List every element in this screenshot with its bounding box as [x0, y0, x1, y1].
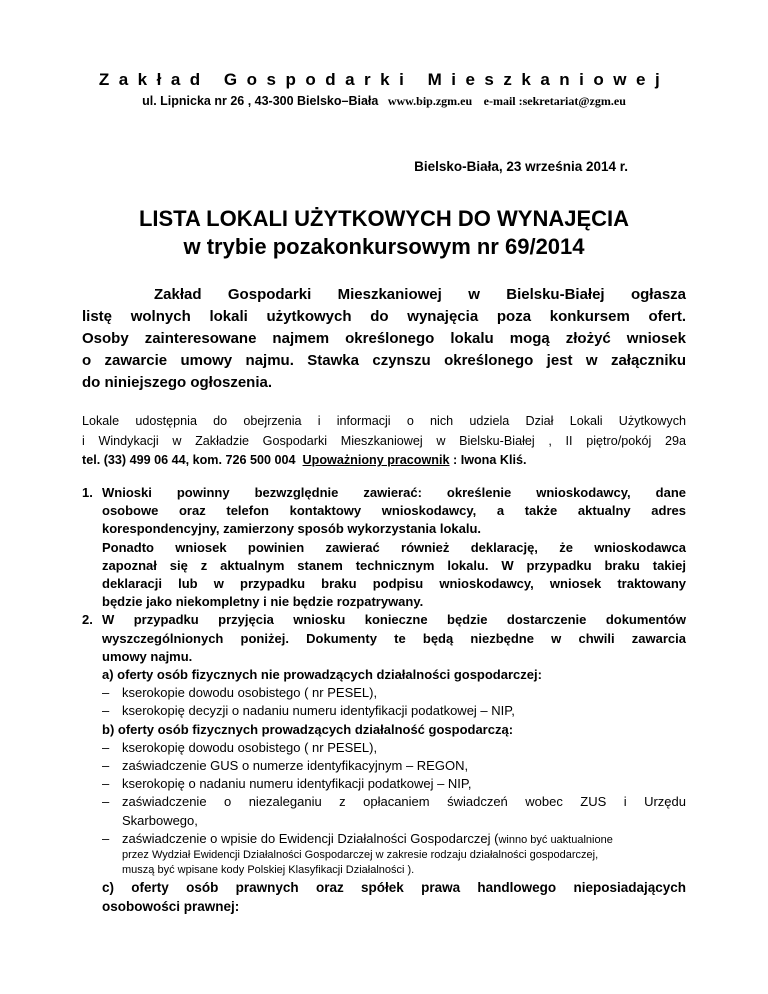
title-line-1: LISTA LOKALI UŻYTKOWYCH DO WYNAJĘCIA: [138, 206, 630, 231]
title-line-2: w trybie pozakonkursowym nr 69/2014: [183, 234, 585, 259]
requirement-text: Skarbowego,: [122, 812, 198, 828]
contact-phone: tel. (33) 499 06 44, kom. 726 500 004: [82, 453, 296, 467]
announcement-line: Osoby zainteresowane najmem określonego lokalu mogą złożyć wniosek: [82, 330, 686, 347]
website-link[interactable]: www.bip.zgm.eu: [387, 94, 473, 108]
list-line: będzie jako niekompletny i nie będzie rozpatrywany.: [102, 594, 424, 610]
announcement-line: o zawarcie umowy najmu. Stawka czynszu określonego jest w załączniku: [82, 352, 686, 369]
document-title: [0, 205, 768, 261]
list-item-number: 1.: [82, 485, 93, 500]
info-line: Lokale udostępnia do obejrzenia i informacji o nich udziela Dział Lokali Użytkowych: [82, 414, 686, 428]
authorized-employee-name: : Iwona Kliś.: [453, 453, 527, 467]
document-requirement: [102, 684, 686, 702]
document-requirement: [102, 793, 686, 829]
contact-line: [82, 451, 686, 471]
section-a-heading: a) oferty osób fizycznych nie prowadzących działalności gospodarczej:: [102, 667, 542, 683]
list-line: Ponadto wniosek powinien zawierać również deklarację, że wnioskodawca: [102, 539, 686, 555]
section-b-heading: b) oferty osób fizycznych prowadzących działalność gospodarczą:: [102, 721, 514, 737]
requirement-text: zaświadczenie o niezaleganiu z opłacaniem świadczeń wobec ZUS i Urzędu: [122, 794, 686, 810]
organization-address: ul. Lipnicka nr 26 , 43-300 Bielsko–Biała: [142, 94, 379, 108]
announcement-line: Zakład Gospodarki Mieszkaniowej w Bielsku-Białej ogłasza: [154, 286, 686, 303]
dash-bullet: –: [102, 758, 110, 774]
dash-bullet: –: [102, 776, 110, 792]
requirement-text: kserokopię dowodu osobistego ( nr PESEL),: [122, 739, 378, 755]
dash-bullet: –: [102, 685, 110, 701]
announcement-paragraph: [82, 284, 686, 394]
dash-bullet: –: [102, 794, 110, 810]
requirement-text: zaświadczenie o wpisie do Ewidencji Działalności Gospodarczej (: [122, 830, 499, 846]
list-item-1: [82, 484, 686, 611]
authorized-employee-label: Upoważniony pracownik: [302, 453, 450, 467]
list-line: korespondencyjny, zamierzony sposób wykorzystania lokalu.: [102, 521, 482, 537]
organization-contact: [0, 94, 768, 109]
requirement-text: kserokopię o nadaniu numeru identyfikacji podatkowej – NIP,: [122, 776, 472, 792]
email-link[interactable]: e-mail :sekretariat@zgm.eu: [483, 94, 626, 108]
document-date: Bielsko-Biała, 23 września 2014 r.: [414, 159, 628, 174]
list-item-number: 2.: [82, 612, 93, 628]
requirement-note: muszą być wpisane kody Polskiej Klasyfikacji Działalności ).: [122, 864, 415, 877]
document-requirement: [102, 775, 686, 793]
section-c-heading: c) oferty osób prawnych oraz spółek prawa handlowego nieposiadających: [102, 880, 686, 896]
list-line: W przypadku przyjęcia wniosku konieczne będzie dostarczenie dokumentów: [102, 612, 686, 628]
requirement-text: kserokopie dowodu osobistego ( nr PESEL),: [122, 685, 378, 701]
document-requirement: [102, 757, 686, 775]
document-requirement: [102, 830, 686, 878]
announcement-line: do niniejszego ogłoszenia.: [82, 374, 273, 391]
list-item-2: [82, 611, 686, 916]
announcement-line: listę wolnych lokali użytkowych do wynajęcia poza konkursem ofert.: [82, 308, 686, 325]
requirement-note: przez Wydział Ewidencji Działalności Gospodarczej w zakresie rodzaju działalności gospodarczej,: [122, 849, 599, 862]
requirements-list: [82, 484, 686, 916]
list-line: wyszczególnionych poniżej. Dokumenty te będą niezbędne w chwili zawarcia: [102, 630, 686, 646]
list-line: deklaracji lub w przypadku braku podpisu wnioskodawcy, wniosek traktowany: [102, 576, 686, 592]
document-requirement: [102, 739, 686, 757]
list-line: osobowe oraz telefon kontaktowy wnioskodawcy, a także aktualny adres: [102, 503, 686, 519]
section-c-heading-cont: osobowości prawnej:: [102, 899, 240, 915]
requirement-note: winno być uaktualnione: [498, 833, 613, 846]
viewing-info-paragraph: [82, 412, 686, 471]
requirement-text: zaświadczenie GUS o numerze identyfikacyjnym – REGON,: [122, 758, 469, 774]
dash-bullet: –: [102, 830, 110, 846]
list-line: zapoznał się z aktualnym stanem technicznym lokalu. W przypadku braku takiej: [102, 557, 686, 573]
requirement-text: kserokopię decyzji o nadaniu numeru identyfikacji podatkowej – NIP,: [122, 703, 515, 719]
dash-bullet: –: [102, 739, 110, 755]
info-line: i Windykacji w Zakładzie Gospodarki Mieszkaniowej w Bielsku-Białej , II piętro/pokój 29a: [82, 433, 686, 448]
document-requirement: [102, 702, 686, 720]
organization-name: Zakład Gospodarki Mieszkaniowej: [98, 70, 670, 89]
dash-bullet: –: [102, 703, 110, 719]
list-line: Wnioski powinny bezwzględnie zawierać: określenie wnioskodawcy, dane: [102, 485, 686, 500]
list-line: umowy najmu.: [102, 648, 193, 664]
